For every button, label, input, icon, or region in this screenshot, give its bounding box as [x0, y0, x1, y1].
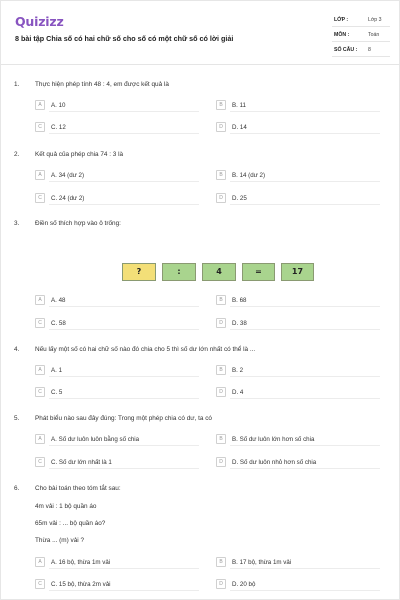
equation-result-box: 17: [281, 263, 314, 281]
question-number: 1.: [14, 81, 20, 88]
meta-value: 8: [368, 47, 371, 53]
meta-label: SỐ CÂU :: [334, 47, 358, 53]
option-underline: [230, 590, 380, 591]
option-text: B. 11: [232, 101, 246, 109]
option-text: D. 4: [232, 388, 244, 396]
question-number: 2.: [14, 151, 20, 158]
option-letter-box: C: [35, 457, 45, 467]
option-letter-box: C: [35, 579, 45, 589]
question-detail-line: 65m vải : ... bộ quần áo?: [35, 520, 106, 527]
option-text: C. 5: [51, 388, 63, 396]
option-letter-box: A: [35, 434, 45, 444]
option-text: A. 34 (dư 2): [51, 171, 85, 179]
option-letter-box: D: [216, 457, 226, 467]
question-text: Nếu lấy một số có hai chữ số nào đó chia cho 5 thì số dư lớn nhất có thể là ...: [35, 346, 256, 353]
option-text: A. Số dư luôn luôn bằng số chia: [51, 435, 140, 443]
option-letter-box: B: [216, 434, 226, 444]
worksheet-title: 8 bài tập Chia số có hai chữ số cho số có một chữ số có lời giải: [15, 34, 234, 43]
option-underline: [230, 329, 380, 330]
option-underline: [49, 590, 199, 591]
meta-row-class: [332, 12, 390, 27]
option-letter-box: B: [216, 100, 226, 110]
option-text: B. Số dư luôn lớn hơn số chia: [232, 435, 315, 443]
option-underline: [49, 568, 199, 569]
worksheet-header: [1, 1, 400, 65]
question-text: Cho bài toán theo tóm tắt sau:: [35, 485, 121, 492]
option-text: A. 1: [51, 366, 63, 374]
question-number: 6.: [14, 485, 20, 492]
option-underline: [49, 445, 199, 446]
meta-value: Lớp 3: [368, 17, 382, 23]
option-text: D. 25: [232, 194, 247, 202]
option-text: B. 68: [232, 296, 247, 304]
question-number: 3.: [14, 220, 20, 227]
option-text: B. 2: [232, 366, 244, 374]
option-letter-box: B: [216, 557, 226, 567]
question-text: Thực hiện phép tính 48 : 4, em được kết quả là: [35, 81, 169, 88]
option-text: C. 24 (dư 2): [51, 194, 85, 202]
option-underline: [230, 568, 380, 569]
option-text: C. 15 bộ, thừa 2m vải: [51, 580, 111, 588]
worksheet-meta: [332, 12, 390, 57]
option-letter-box: A: [35, 365, 45, 375]
question-text: Phát biểu nào sau đây đúng: Trong một phép chia có dư, ta có: [35, 415, 212, 422]
option-underline: [230, 111, 380, 112]
option-letter-box: D: [216, 318, 226, 328]
option-underline: [230, 376, 380, 377]
option-underline: [230, 306, 380, 307]
option-letter-box: D: [216, 193, 226, 203]
option-underline: [49, 306, 199, 307]
option-text: A. 16 bộ, thừa 1m vải: [51, 558, 111, 566]
option-underline: [49, 204, 199, 205]
option-underline: [49, 329, 199, 330]
option-letter-box: C: [35, 318, 45, 328]
option-underline: [230, 181, 380, 182]
option-underline: [230, 398, 380, 399]
option-underline: [49, 376, 199, 377]
option-underline: [49, 398, 199, 399]
question-detail-line: Thừa ... (m) vải ?: [35, 537, 85, 544]
equation-divisor-box: 4: [202, 263, 236, 281]
option-letter-box: C: [35, 387, 45, 397]
option-text: C. 58: [51, 319, 66, 327]
option-underline: [230, 468, 380, 469]
option-letter-box: A: [35, 170, 45, 180]
option-underline: [49, 133, 199, 134]
meta-value: Toán: [368, 32, 380, 38]
option-letter-box: D: [216, 387, 226, 397]
option-letter-box: D: [216, 579, 226, 589]
option-text: C. 12: [51, 123, 66, 131]
question-detail-line: 4m vải : 1 bộ quần áo: [35, 503, 97, 510]
meta-row-subject: [332, 27, 390, 42]
option-letter-box: C: [35, 122, 45, 132]
meta-label: LỚP :: [334, 17, 349, 23]
quizizz-logo: Quizizz: [15, 14, 64, 29]
question-number: 5.: [14, 415, 20, 422]
option-underline: [49, 468, 199, 469]
option-underline: [230, 204, 380, 205]
option-letter-box: B: [216, 170, 226, 180]
option-underline: [230, 445, 380, 446]
meta-row-question-count: [332, 42, 390, 57]
option-underline: [49, 111, 199, 112]
option-underline: [49, 181, 199, 182]
equation-blank-box: ?: [122, 263, 156, 281]
option-text: D. 20 bộ: [232, 580, 256, 588]
option-letter-box: A: [35, 295, 45, 305]
equation-equals-box: =: [242, 263, 275, 281]
option-text: B. 14 (dư 2): [232, 171, 266, 179]
question-number: 4.: [14, 346, 20, 353]
option-letter-box: B: [216, 365, 226, 375]
option-underline: [230, 133, 380, 134]
option-letter-box: B: [216, 295, 226, 305]
meta-label: MÔN :: [334, 32, 350, 38]
option-text: B. 17 bộ, thừa 1m vải: [232, 558, 292, 566]
option-text: D. 14: [232, 123, 247, 131]
option-letter-box: C: [35, 193, 45, 203]
option-text: D. Số dư luôn nhỏ hơn số chia: [232, 458, 317, 466]
option-letter-box: A: [35, 557, 45, 567]
option-letter-box: D: [216, 122, 226, 132]
option-text: D. 38: [232, 319, 247, 327]
option-letter-box: A: [35, 100, 45, 110]
option-text: C. Số dư lớn nhất là 1: [51, 458, 112, 466]
option-text: A. 48: [51, 296, 66, 304]
option-text: A. 10: [51, 101, 66, 109]
question-text: Kết quả của phép chia 74 : 3 là: [35, 151, 124, 158]
question-text: Điền số thích hợp vào ô trống:: [35, 220, 121, 227]
equation-operator-box: :: [162, 263, 196, 281]
